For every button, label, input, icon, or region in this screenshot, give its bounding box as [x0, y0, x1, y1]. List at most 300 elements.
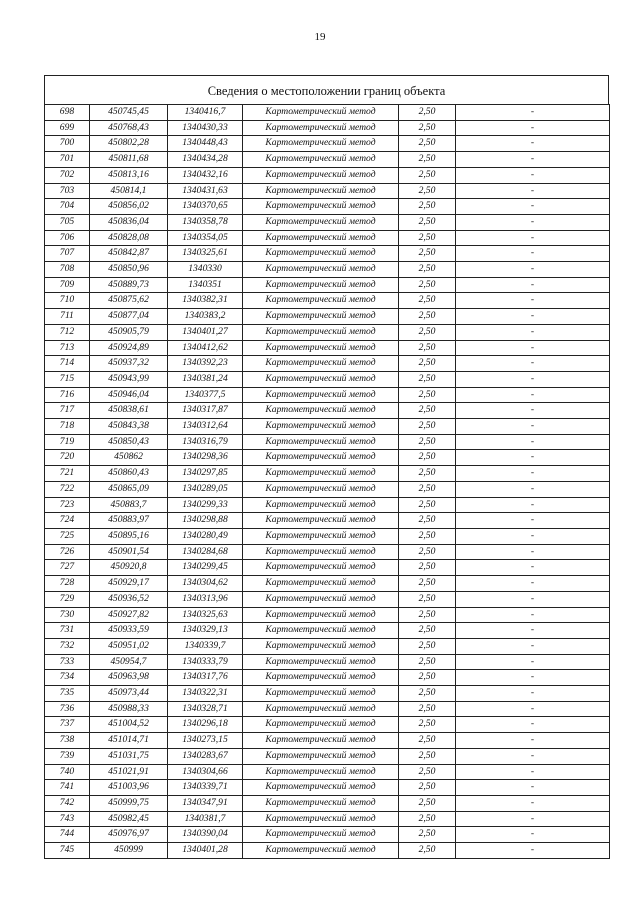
point-number-cell: 707 [45, 246, 90, 262]
method-cell: Картометрический метод [243, 654, 399, 670]
y-coordinate-cell: 1340339,71 [168, 780, 243, 796]
y-coordinate-cell: 1340297,85 [168, 466, 243, 482]
method-cell: Картометрический метод [243, 340, 399, 356]
y-coordinate-cell: 1340434,28 [168, 152, 243, 168]
y-coordinate-cell: 1340317,76 [168, 670, 243, 686]
description-cell: - [456, 733, 610, 749]
table-row [45, 466, 610, 482]
x-coordinate-cell: 450963,98 [90, 670, 168, 686]
description-cell: - [456, 340, 610, 356]
y-coordinate-cell: 1340382,31 [168, 293, 243, 309]
description-cell: - [456, 717, 610, 733]
point-number-cell: 728 [45, 576, 90, 592]
table-row [45, 481, 610, 497]
x-coordinate-cell: 450954,7 [90, 654, 168, 670]
point-number-cell: 734 [45, 670, 90, 686]
y-coordinate-cell: 1340430,33 [168, 120, 243, 136]
table-row [45, 623, 610, 639]
page-number: 19 [314, 31, 326, 43]
table-row [45, 183, 610, 199]
method-cell: Картометрический метод [243, 167, 399, 183]
accuracy-cell: 2,50 [399, 277, 456, 293]
method-cell: Картометрический метод [243, 733, 399, 749]
table-row [45, 167, 610, 183]
accuracy-cell: 2,50 [399, 591, 456, 607]
accuracy-cell: 2,50 [399, 513, 456, 529]
point-number-cell: 699 [45, 120, 90, 136]
method-cell: Картометрический метод [243, 528, 399, 544]
accuracy-cell: 2,50 [399, 324, 456, 340]
point-number-cell: 730 [45, 607, 90, 623]
point-number-cell: 723 [45, 497, 90, 513]
method-cell: Картометрический метод [243, 324, 399, 340]
method-cell: Картометрический метод [243, 481, 399, 497]
y-coordinate-cell: 1340322,31 [168, 686, 243, 702]
point-number-cell: 711 [45, 309, 90, 325]
point-number-cell: 732 [45, 638, 90, 654]
point-number-cell: 700 [45, 136, 90, 152]
description-cell: - [456, 623, 610, 639]
y-coordinate-cell: 1340304,66 [168, 764, 243, 780]
x-coordinate-cell: 450850,43 [90, 434, 168, 450]
description-cell: - [456, 434, 610, 450]
accuracy-cell: 2,50 [399, 450, 456, 466]
y-coordinate-cell: 1340312,64 [168, 419, 243, 435]
description-cell: - [456, 419, 610, 435]
table-row [45, 827, 610, 843]
method-cell: Картометрический метод [243, 214, 399, 230]
description-cell: - [456, 403, 610, 419]
point-number-cell: 744 [45, 827, 90, 843]
y-coordinate-cell: 1340381,7 [168, 811, 243, 827]
y-coordinate-cell: 1340431,63 [168, 183, 243, 199]
table-row [45, 403, 610, 419]
y-coordinate-cell: 1340330 [168, 262, 243, 278]
description-cell: - [456, 183, 610, 199]
description-cell: - [456, 246, 610, 262]
description-cell: - [456, 105, 610, 121]
accuracy-cell: 2,50 [399, 152, 456, 168]
table-row [45, 513, 610, 529]
x-coordinate-cell: 450946,04 [90, 387, 168, 403]
table-row [45, 780, 610, 796]
x-coordinate-cell: 451014,71 [90, 733, 168, 749]
accuracy-cell: 2,50 [399, 623, 456, 639]
x-coordinate-cell: 450937,32 [90, 356, 168, 372]
accuracy-cell: 2,50 [399, 717, 456, 733]
point-number-cell: 708 [45, 262, 90, 278]
accuracy-cell: 2,50 [399, 607, 456, 623]
description-cell: - [456, 764, 610, 780]
method-cell: Картометрический метод [243, 371, 399, 387]
accuracy-cell: 2,50 [399, 262, 456, 278]
accuracy-cell: 2,50 [399, 780, 456, 796]
description-cell: - [456, 199, 610, 215]
x-coordinate-cell: 451003,96 [90, 780, 168, 796]
method-cell: Картометрический метод [243, 638, 399, 654]
accuracy-cell: 2,50 [399, 214, 456, 230]
y-coordinate-cell: 1340416,7 [168, 105, 243, 121]
accuracy-cell: 2,50 [399, 167, 456, 183]
x-coordinate-cell: 450860,43 [90, 466, 168, 482]
point-number-cell: 745 [45, 843, 90, 859]
method-cell: Картометрический метод [243, 246, 399, 262]
description-cell: - [456, 136, 610, 152]
accuracy-cell: 2,50 [399, 340, 456, 356]
x-coordinate-cell: 450988,33 [90, 701, 168, 717]
table-row [45, 246, 610, 262]
method-cell: Картометрический метод [243, 199, 399, 215]
point-number-cell: 724 [45, 513, 90, 529]
y-coordinate-cell: 1340390,04 [168, 827, 243, 843]
description-cell: - [456, 591, 610, 607]
y-coordinate-cell: 1340298,36 [168, 450, 243, 466]
table-row [45, 262, 610, 278]
x-coordinate-cell: 450856,02 [90, 199, 168, 215]
accuracy-cell: 2,50 [399, 576, 456, 592]
x-coordinate-cell: 450814,1 [90, 183, 168, 199]
accuracy-cell: 2,50 [399, 466, 456, 482]
table-row [45, 199, 610, 215]
accuracy-cell: 2,50 [399, 560, 456, 576]
description-cell: - [456, 214, 610, 230]
table-row [45, 105, 610, 121]
accuracy-cell: 2,50 [399, 827, 456, 843]
point-number-cell: 713 [45, 340, 90, 356]
point-number-cell: 729 [45, 591, 90, 607]
description-cell: - [456, 262, 610, 278]
point-number-cell: 733 [45, 654, 90, 670]
x-coordinate-cell: 450828,08 [90, 230, 168, 246]
method-cell: Картометрический метод [243, 356, 399, 372]
x-coordinate-cell: 450875,62 [90, 293, 168, 309]
x-coordinate-cell: 450811,68 [90, 152, 168, 168]
method-cell: Картометрический метод [243, 309, 399, 325]
point-number-cell: 736 [45, 701, 90, 717]
accuracy-cell: 2,50 [399, 670, 456, 686]
description-cell: - [456, 309, 610, 325]
y-coordinate-cell: 1340299,33 [168, 497, 243, 513]
method-cell: Картометрический метод [243, 466, 399, 482]
y-coordinate-cell: 1340325,61 [168, 246, 243, 262]
x-coordinate-cell: 450920,8 [90, 560, 168, 576]
y-coordinate-cell: 1340392,23 [168, 356, 243, 372]
x-coordinate-cell: 450883,97 [90, 513, 168, 529]
x-coordinate-cell: 450999,75 [90, 795, 168, 811]
y-coordinate-cell: 1340347,91 [168, 795, 243, 811]
method-cell: Картометрический метод [243, 434, 399, 450]
table-row [45, 576, 610, 592]
accuracy-cell: 2,50 [399, 356, 456, 372]
method-cell: Картометрический метод [243, 686, 399, 702]
y-coordinate-cell: 1340296,18 [168, 717, 243, 733]
accuracy-cell: 2,50 [399, 811, 456, 827]
table-row [45, 497, 610, 513]
accuracy-cell: 2,50 [399, 199, 456, 215]
method-cell: Картометрический метод [243, 795, 399, 811]
x-coordinate-cell: 450905,79 [90, 324, 168, 340]
x-coordinate-cell: 450936,52 [90, 591, 168, 607]
accuracy-cell: 2,50 [399, 387, 456, 403]
method-cell: Картометрический метод [243, 136, 399, 152]
accuracy-cell: 2,50 [399, 309, 456, 325]
accuracy-cell: 2,50 [399, 638, 456, 654]
y-coordinate-cell: 1340325,63 [168, 607, 243, 623]
method-cell: Картометрический метод [243, 576, 399, 592]
y-coordinate-cell: 1340317,87 [168, 403, 243, 419]
table-title: Сведения о местоположении границ объекта [44, 75, 609, 104]
table-row [45, 701, 610, 717]
x-coordinate-cell: 450999 [90, 843, 168, 859]
table-body [45, 105, 610, 859]
y-coordinate-cell: 1340280,49 [168, 528, 243, 544]
point-number-cell: 716 [45, 387, 90, 403]
accuracy-cell: 2,50 [399, 544, 456, 560]
accuracy-cell: 2,50 [399, 528, 456, 544]
table-row [45, 607, 610, 623]
method-cell: Картометрический метод [243, 827, 399, 843]
point-number-cell: 721 [45, 466, 90, 482]
point-number-cell: 705 [45, 214, 90, 230]
point-number-cell: 726 [45, 544, 90, 560]
point-number-cell: 727 [45, 560, 90, 576]
table-row [45, 309, 610, 325]
x-coordinate-cell: 450973,44 [90, 686, 168, 702]
method-cell: Картометрический метод [243, 277, 399, 293]
y-coordinate-cell: 1340381,24 [168, 371, 243, 387]
method-cell: Картометрический метод [243, 120, 399, 136]
table-row [45, 356, 610, 372]
description-cell: - [456, 293, 610, 309]
y-coordinate-cell: 1340329,13 [168, 623, 243, 639]
method-cell: Картометрический метод [243, 230, 399, 246]
description-cell: - [456, 686, 610, 702]
y-coordinate-cell: 1340299,45 [168, 560, 243, 576]
x-coordinate-cell: 450768,43 [90, 120, 168, 136]
accuracy-cell: 2,50 [399, 120, 456, 136]
table-row [45, 120, 610, 136]
y-coordinate-cell: 1340339,7 [168, 638, 243, 654]
method-cell: Картометрический метод [243, 591, 399, 607]
point-number-cell: 703 [45, 183, 90, 199]
accuracy-cell: 2,50 [399, 733, 456, 749]
point-number-cell: 701 [45, 152, 90, 168]
table-row [45, 560, 610, 576]
description-cell: - [456, 371, 610, 387]
y-coordinate-cell: 1340333,79 [168, 654, 243, 670]
x-coordinate-cell: 450813,16 [90, 167, 168, 183]
y-coordinate-cell: 1340412,62 [168, 340, 243, 356]
accuracy-cell: 2,50 [399, 246, 456, 262]
y-coordinate-cell: 1340354,05 [168, 230, 243, 246]
table-row [45, 591, 610, 607]
point-number-cell: 714 [45, 356, 90, 372]
y-coordinate-cell: 1340448,43 [168, 136, 243, 152]
description-cell: - [456, 748, 610, 764]
method-cell: Картометрический метод [243, 497, 399, 513]
description-cell: - [456, 670, 610, 686]
description-cell: - [456, 230, 610, 246]
table-row [45, 670, 610, 686]
table-row [45, 450, 610, 466]
table-row [45, 293, 610, 309]
accuracy-cell: 2,50 [399, 686, 456, 702]
method-cell: Картометрический метод [243, 544, 399, 560]
x-coordinate-cell: 450802,28 [90, 136, 168, 152]
x-coordinate-cell: 450933,59 [90, 623, 168, 639]
x-coordinate-cell: 450895,16 [90, 528, 168, 544]
description-cell: - [456, 607, 610, 623]
x-coordinate-cell: 450850,96 [90, 262, 168, 278]
x-coordinate-cell: 450838,61 [90, 403, 168, 419]
y-coordinate-cell: 1340383,2 [168, 309, 243, 325]
x-coordinate-cell: 450976,97 [90, 827, 168, 843]
method-cell: Картометрический метод [243, 152, 399, 168]
x-coordinate-cell: 450951,02 [90, 638, 168, 654]
y-coordinate-cell: 1340377,5 [168, 387, 243, 403]
point-number-cell: 725 [45, 528, 90, 544]
x-coordinate-cell: 450883,7 [90, 497, 168, 513]
table-row [45, 748, 610, 764]
y-coordinate-cell: 1340432,16 [168, 167, 243, 183]
method-cell: Картометрический метод [243, 560, 399, 576]
method-cell: Картометрический метод [243, 183, 399, 199]
method-cell: Картометрический метод [243, 717, 399, 733]
x-coordinate-cell: 450924,89 [90, 340, 168, 356]
y-coordinate-cell: 1340351 [168, 277, 243, 293]
description-cell: - [456, 120, 610, 136]
accuracy-cell: 2,50 [399, 371, 456, 387]
description-cell: - [456, 528, 610, 544]
point-number-cell: 737 [45, 717, 90, 733]
description-cell: - [456, 827, 610, 843]
x-coordinate-cell: 450745,45 [90, 105, 168, 121]
y-coordinate-cell: 1340313,96 [168, 591, 243, 607]
point-number-cell: 741 [45, 780, 90, 796]
table-row [45, 136, 610, 152]
point-number-cell: 717 [45, 403, 90, 419]
accuracy-cell: 2,50 [399, 183, 456, 199]
table-row [45, 654, 610, 670]
accuracy-cell: 2,50 [399, 293, 456, 309]
description-cell: - [456, 795, 610, 811]
description-cell: - [456, 780, 610, 796]
point-number-cell: 706 [45, 230, 90, 246]
table-row [45, 434, 610, 450]
accuracy-cell: 2,50 [399, 654, 456, 670]
table-row [45, 764, 610, 780]
table-row [45, 717, 610, 733]
description-cell: - [456, 152, 610, 168]
y-coordinate-cell: 1340316,79 [168, 434, 243, 450]
point-number-cell: 712 [45, 324, 90, 340]
point-number-cell: 738 [45, 733, 90, 749]
table-row [45, 419, 610, 435]
table-row [45, 528, 610, 544]
accuracy-cell: 2,50 [399, 434, 456, 450]
method-cell: Картометрический метод [243, 450, 399, 466]
accuracy-cell: 2,50 [399, 419, 456, 435]
method-cell: Картометрический метод [243, 262, 399, 278]
method-cell: Картометрический метод [243, 403, 399, 419]
accuracy-cell: 2,50 [399, 230, 456, 246]
point-number-cell: 722 [45, 481, 90, 497]
method-cell: Картометрический метод [243, 701, 399, 717]
point-number-cell: 739 [45, 748, 90, 764]
method-cell: Картометрический метод [243, 293, 399, 309]
point-number-cell: 742 [45, 795, 90, 811]
x-coordinate-cell: 450929,17 [90, 576, 168, 592]
table-row [45, 340, 610, 356]
accuracy-cell: 2,50 [399, 403, 456, 419]
x-coordinate-cell: 450843,38 [90, 419, 168, 435]
accuracy-cell: 2,50 [399, 481, 456, 497]
method-cell: Картометрический метод [243, 780, 399, 796]
description-cell: - [456, 513, 610, 529]
point-number-cell: 704 [45, 199, 90, 215]
description-cell: - [456, 576, 610, 592]
accuracy-cell: 2,50 [399, 105, 456, 121]
table-row [45, 371, 610, 387]
description-cell: - [456, 387, 610, 403]
point-number-cell: 735 [45, 686, 90, 702]
x-coordinate-cell: 450927,82 [90, 607, 168, 623]
y-coordinate-cell: 1340304,62 [168, 576, 243, 592]
accuracy-cell: 2,50 [399, 764, 456, 780]
description-cell: - [456, 481, 610, 497]
accuracy-cell: 2,50 [399, 748, 456, 764]
y-coordinate-cell: 1340370,65 [168, 199, 243, 215]
description-cell: - [456, 638, 610, 654]
method-cell: Картометрический метод [243, 843, 399, 859]
y-coordinate-cell: 1340298,88 [168, 513, 243, 529]
point-number-cell: 719 [45, 434, 90, 450]
boundary-table-container [44, 75, 609, 859]
method-cell: Картометрический метод [243, 623, 399, 639]
point-number-cell: 702 [45, 167, 90, 183]
description-cell: - [456, 167, 610, 183]
method-cell: Картометрический метод [243, 419, 399, 435]
method-cell: Картометрический метод [243, 513, 399, 529]
point-number-cell: 718 [45, 419, 90, 435]
y-coordinate-cell: 1340284,68 [168, 544, 243, 560]
table-row [45, 152, 610, 168]
point-number-cell: 709 [45, 277, 90, 293]
method-cell: Картометрический метод [243, 607, 399, 623]
method-cell: Картометрический метод [243, 748, 399, 764]
table-row [45, 638, 610, 654]
method-cell: Картометрический метод [243, 811, 399, 827]
x-coordinate-cell: 450842,87 [90, 246, 168, 262]
table-row [45, 795, 610, 811]
accuracy-cell: 2,50 [399, 136, 456, 152]
description-cell: - [456, 811, 610, 827]
method-cell: Картометрический метод [243, 105, 399, 121]
table-row [45, 277, 610, 293]
table-row [45, 686, 610, 702]
point-number-cell: 698 [45, 105, 90, 121]
x-coordinate-cell: 451031,75 [90, 748, 168, 764]
x-coordinate-cell: 450877,04 [90, 309, 168, 325]
point-number-cell: 740 [45, 764, 90, 780]
accuracy-cell: 2,50 [399, 701, 456, 717]
table-row [45, 214, 610, 230]
description-cell: - [456, 466, 610, 482]
method-cell: Картометрический метод [243, 670, 399, 686]
point-number-cell: 715 [45, 371, 90, 387]
x-coordinate-cell: 450865,09 [90, 481, 168, 497]
description-cell: - [456, 701, 610, 717]
